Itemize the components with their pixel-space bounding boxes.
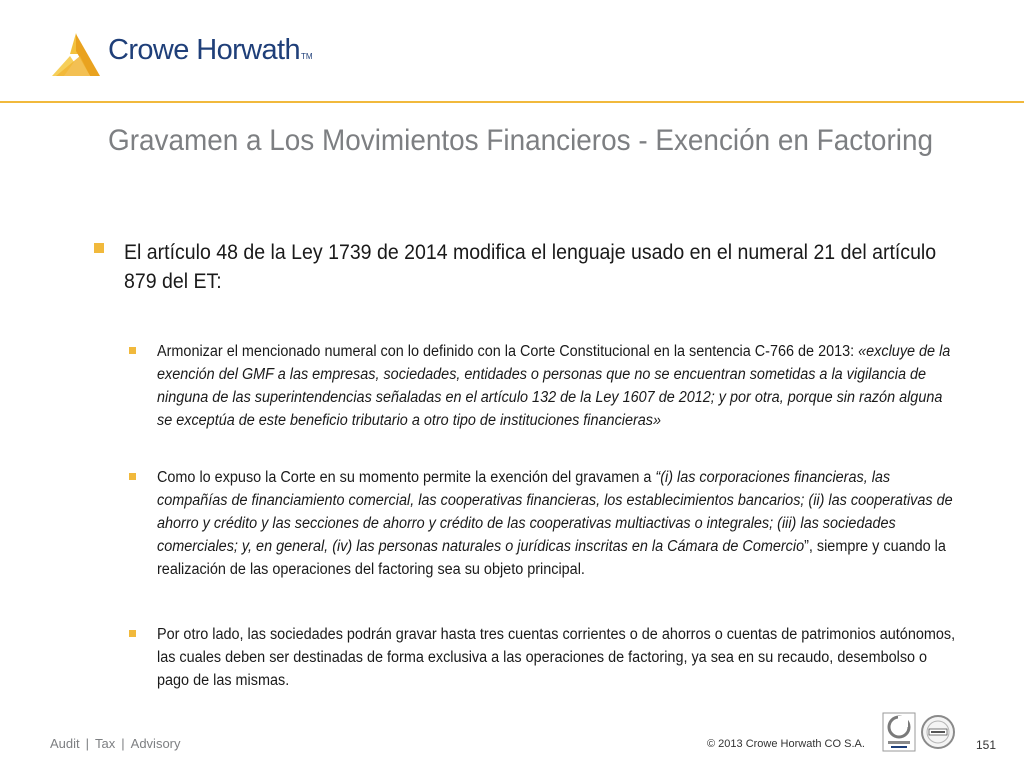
iqnet-seal-icon <box>921 712 955 752</box>
footer-audit: Audit <box>50 736 80 751</box>
sub-point-3 <box>157 623 957 692</box>
header-divider <box>0 101 1024 103</box>
page-number: 151 <box>976 738 997 752</box>
sub-point-3-text: Por otro lado, las sociedades podrán gravar hasta tres cuentas corrientes o de ahorros o cuentas de patrimonios autónomos, las cuales deben ser destinadas de forma exclusiva a las operaciones de factoring, ya sea en su recaudo, desembolso o pago de las mismas. <box>157 626 956 689</box>
crowe-horwath-logo <box>50 32 330 80</box>
sub-point-2-quote: “(i) las corporaciones financieras, las compañías de financiamiento comercial, las cooperativas financieras, los establecimientos bancarios; (ii) las cooperativas de ahorro y crédito y las secciones de ahorro y crédito de las cooperativas multiactivas o integrales; (iii) las sociedades comerciales; y, en general, (iv) las personas naturales o jurídicas inscritas en la Cámara de Comercio <box>157 469 953 555</box>
sub-bullet-marker <box>129 473 136 480</box>
footer-services: Audit | Tax | Advisory <box>50 736 181 751</box>
sub-point-2-tail: ”, siempre y cuando la realización de las operaciones del factoring sea su objeto principal. <box>157 538 946 578</box>
certification-seal-icon <box>882 712 916 752</box>
sub-point-2 <box>157 466 957 581</box>
sub-point-2-text: Como lo expuso la Corte en su momento permite la exención del gravamen a <box>157 469 656 486</box>
sub-point-1-quote: «excluye de la exención del GMF a las empresas, sociedades, entidades o personas que no se encuentran sometidas a la vigilancia de ninguna de las superintendencias señaladas en el artículo 132 de la Ley 1607 de 2012; y por otra, porque sin razón alguna se exceptúa de este beneficio tributario a otro tipo de instituciones financieras» <box>157 343 951 429</box>
sub-bullet-marker <box>129 630 136 637</box>
sub-point-1-text: Armonizar el mencionado numeral con lo definido con la Corte Constitucional en la sentencia C-766 de 2013: <box>157 343 859 360</box>
logo-mark-icon <box>50 32 102 78</box>
bullet-marker <box>94 243 104 253</box>
main-point-text: El artículo 48 de la Ley 1739 de 2014 modifica el lenguaje usado en el numeral 21 del artículo 879 del ET: <box>124 241 937 293</box>
logo-wordmark: Crowe HorwathTM <box>108 34 313 66</box>
sub-bullet-marker <box>129 347 136 354</box>
footer-copyright: © 2013 Crowe Horwath CO S.A. <box>707 738 865 750</box>
footer-advisory: Advisory <box>130 736 181 751</box>
sub-point-1 <box>157 340 957 432</box>
slide-title: Gravamen a Los Movimientos Financieros - Exención en Factoring <box>108 124 933 157</box>
footer-tax: Tax <box>95 736 116 751</box>
